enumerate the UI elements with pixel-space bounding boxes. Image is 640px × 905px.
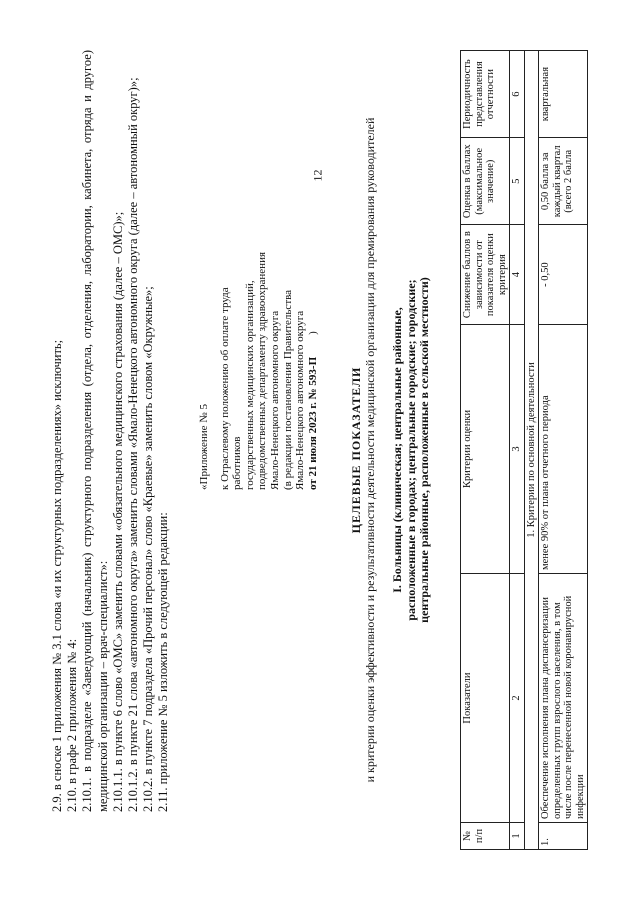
row-period: квартальная	[539, 51, 588, 138]
annex-line: Ямало-Ненецкого автономного округа	[268, 310, 281, 490]
section-heading-line: I. Больницы (клиническая; центральные районные,	[390, 307, 404, 593]
annex-line: Ямало-Ненецкого автономного округа	[294, 310, 307, 490]
paragraph-2-10-1-1: 2.10.1.1. в пункте 6 слово «ОМС» заменить словами «обязательного медицинского страхования (далее – ОМС)»;	[110, 211, 125, 812]
column-number: 6	[510, 51, 525, 138]
table-row	[539, 51, 588, 850]
annex-closing-paren: )	[306, 331, 319, 335]
header-cell: Снижение баллов в зависимости от показателя оценки критерия	[461, 225, 510, 325]
paragraph-2-10-1: 2.10.1. в подразделе «Заведующий (начальник) структурного подразделения (отдела, отделения, лаборатории, кабинета, отряда и другое) медицинской организации – врач-специалист»:	[80, 50, 110, 812]
annex-line: государственных медицинских организаций,	[243, 280, 256, 490]
header-cell: Показатели	[461, 574, 510, 823]
row-score: 0,50 балла за каждый квартал (всего 2 балла	[539, 138, 588, 225]
paragraph-2-10-2: 2.10.2. в пункте 7 подраздела «Прочий персонал» слово «Краевые» заменить словом «Окружные»;	[141, 286, 156, 812]
section-heading-line: центральные районные, расположенные в сельской местности)	[417, 277, 431, 623]
row-indicator: Обеспечение исполнения плана диспансеризации определенных групп взрослого населения, в том числе после перенесенной новой коронавирусной инфекции	[539, 574, 588, 823]
header-cell: Оценка в баллах (максимальное значение)	[461, 138, 510, 225]
amendment-text	[50, 50, 172, 850]
document-title: ЦЕЛЕВЫЕ ПОКАЗАТЕЛИ	[349, 366, 363, 534]
annex-date-line	[307, 250, 320, 490]
rotated-page-content	[40, 40, 600, 860]
paragraph-2-10: 2.10. в графе 2 приложения № 4:	[65, 638, 80, 812]
section-row	[524, 51, 539, 850]
annex-title: «Приложение № 5	[198, 403, 210, 490]
document-subtitle: и критерии оценки эффективности и результативности деятельности медицинской организации для премирования руководителей	[362, 117, 377, 783]
annex-line: (в редакции постановления Правительства	[281, 289, 294, 490]
annex-heading-block	[198, 250, 319, 490]
annex-date: от 21 июля 2023 г. № 593-П	[306, 356, 319, 490]
column-number-row	[510, 51, 525, 850]
column-number: 3	[510, 324, 525, 573]
row-criterion: менее 90% от плана отчетного периода	[539, 324, 588, 573]
row-reduction: - 0,50	[539, 225, 588, 325]
annex-line: подведомственных департаменту здравоохранения	[256, 251, 269, 490]
annex-line: к Отраслевому положению об оплате труда работников	[218, 287, 244, 490]
section-heading-line: расположенные в городах; центральные городские; городские;	[403, 279, 418, 621]
table-header-row	[461, 51, 510, 850]
section-label: 1. Критерии по основной деятельности	[524, 51, 539, 850]
title-block	[350, 40, 432, 860]
page-number: 12	[310, 169, 325, 182]
paragraph-2-9: 2.9. в сноске 1 приложения № 3.1 слова «и их структурных подразделениях» исключить;	[50, 339, 64, 812]
paragraph-2-10-1-2: 2.10.1.2. в пункте 21 слова «автономного округа» заменить словами «Ямало-Ненецкого автономного округа (далее – автономный округ)»;	[126, 77, 141, 812]
column-number: 2	[510, 574, 525, 823]
column-number: 5	[510, 138, 525, 225]
header-cell: № п/п	[461, 823, 510, 850]
criteria-table	[460, 50, 588, 850]
column-number: 1	[510, 823, 525, 850]
row-number: 1.	[539, 823, 588, 850]
header-cell: Периодичность представления отчетности	[461, 51, 510, 138]
column-number: 4	[510, 225, 525, 325]
paragraph-2-11: 2.11. приложение № 5 изложить в следующей редакции:	[156, 512, 171, 812]
header-cell: Критерии оценки	[461, 324, 510, 573]
